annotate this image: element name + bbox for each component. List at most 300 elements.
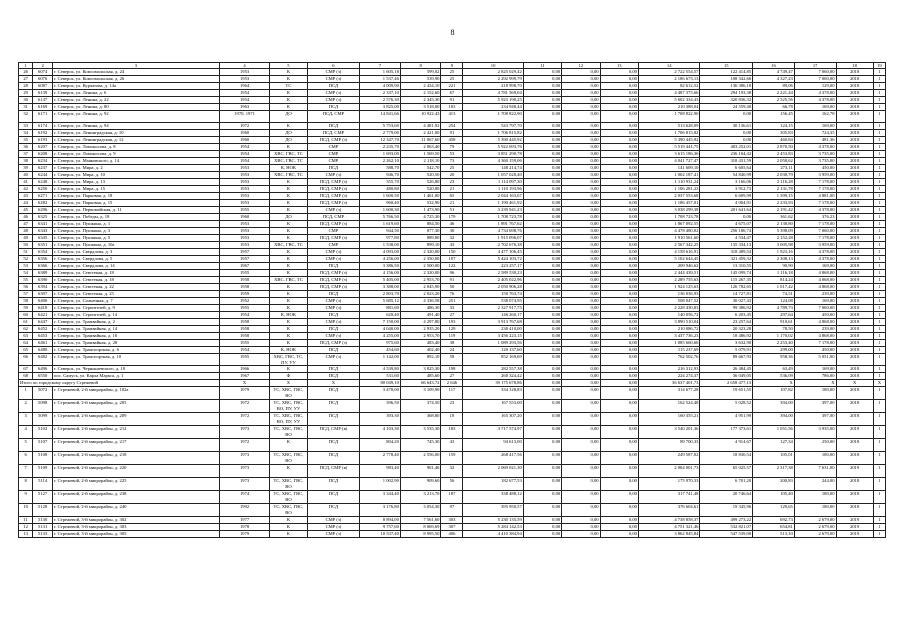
cell-n: 5 bbox=[19, 439, 33, 452]
cell-v10: 1 190 461,92 bbox=[463, 200, 523, 207]
table-row bbox=[19, 298, 886, 305]
cell-v7: 4 040,00 bbox=[360, 326, 401, 333]
cell-v7: 454,60 bbox=[360, 347, 401, 354]
cell-v8: 8 069,69 bbox=[400, 524, 441, 531]
cell-v7: 3 478,00 bbox=[360, 387, 401, 400]
cell-n: 32 bbox=[19, 111, 33, 123]
cell-v19: 1 bbox=[873, 179, 885, 186]
cell-v11: 0,00 bbox=[523, 347, 561, 354]
cell-v9: 33 bbox=[441, 305, 463, 312]
cell-v16: 1 017,42 bbox=[753, 284, 795, 291]
cell-v8: 2 345,30 bbox=[400, 97, 441, 104]
cell-cat: К bbox=[270, 531, 307, 538]
cell-v8: 520,80 bbox=[400, 186, 441, 193]
cell-v8: 2 935,20 bbox=[400, 326, 441, 333]
cell-v18: 2018 bbox=[836, 312, 873, 319]
cell-v14: 2 228 430,83 bbox=[638, 305, 699, 312]
cell-v11: 0,00 bbox=[523, 137, 561, 144]
cell-cat: К bbox=[270, 291, 307, 298]
cell-v11: 0,00 bbox=[523, 333, 561, 340]
cell-v14: 5 102 644,45 bbox=[638, 256, 699, 263]
cell-v11: 0,00 bbox=[523, 387, 561, 400]
cell-cat: К bbox=[270, 319, 307, 326]
cell-cat: ТС, ХВС, ГВС, ВО, ПУ, УУ bbox=[270, 413, 307, 426]
cell-v10: 5 922 693,76 bbox=[463, 144, 523, 151]
cell-addr: г. Северск, ул. Севстекая, д. 18 bbox=[53, 277, 220, 284]
cell-v10: 5 284 142,53 bbox=[463, 524, 523, 531]
cell-v19: 1 bbox=[873, 83, 885, 90]
cell-v14: 762 502,76 bbox=[638, 354, 699, 366]
cell-work: СМР (з) bbox=[307, 305, 360, 312]
cell-v14: 2 037 553,68 bbox=[638, 193, 699, 200]
cell-v13: 0,00 bbox=[600, 228, 638, 235]
cell-v15: 0,00 bbox=[700, 137, 753, 144]
cell-v12: 0,00 bbox=[562, 104, 600, 111]
cell-v8: 3 213,70 bbox=[400, 491, 441, 504]
cell-n: 36 bbox=[19, 144, 33, 151]
cell-v10: 538 074,95 bbox=[463, 298, 523, 305]
cell-v11: 0,00 bbox=[523, 193, 561, 200]
cell-v12: 0,00 bbox=[562, 186, 600, 193]
cell-v19: 1 bbox=[873, 172, 885, 179]
cell-v7: 3 825,00 bbox=[360, 104, 401, 111]
cell-v7: 10 537,40 bbox=[360, 531, 401, 538]
cell-v7: 2 803,70 bbox=[360, 291, 401, 298]
cell-v13: 0,00 bbox=[600, 426, 638, 439]
table-row bbox=[19, 312, 886, 319]
cell-v12: 0,00 bbox=[562, 465, 600, 478]
cell-v12: 0,00 bbox=[562, 478, 600, 491]
cell-id: 6087 bbox=[33, 83, 53, 90]
cell-v11: 0,00 bbox=[523, 524, 561, 531]
cell-v13: 0,00 bbox=[600, 193, 638, 200]
cell-work: ПСД, СМР (з) bbox=[307, 270, 360, 277]
cell-v7: 12 347,70 bbox=[360, 137, 401, 144]
cell-v14: 2 722 554,57 bbox=[638, 69, 699, 76]
cell-v18: 2018 bbox=[836, 90, 873, 97]
cell-v14: 5 602 334,43 bbox=[638, 97, 699, 104]
cell-v17: 180,00 bbox=[794, 504, 836, 517]
cell-v19: 1 bbox=[873, 347, 885, 354]
cell-work: ПСД bbox=[307, 326, 360, 333]
cell-v9: 458 bbox=[441, 137, 463, 144]
cell-n: 3 bbox=[19, 413, 33, 426]
cell-v12: 0,00 bbox=[562, 97, 600, 104]
cell-v16: 1 170,02 bbox=[753, 333, 795, 340]
cell-v14: 141 609,10 bbox=[638, 165, 699, 172]
cell-id: 6174 bbox=[33, 123, 53, 130]
cell-v12: 0,00 bbox=[562, 326, 600, 333]
cell-cat: К bbox=[270, 90, 307, 97]
cell-v18: 2019 bbox=[836, 221, 873, 228]
cell-cat: К bbox=[270, 200, 307, 207]
cell-v17: 180,00 bbox=[794, 387, 836, 400]
cell-v12: 0,00 bbox=[562, 179, 600, 186]
cell-v19: 1 bbox=[873, 193, 885, 200]
cell-v9: 307 bbox=[441, 524, 463, 531]
cell-v10: 282 557,38 bbox=[463, 366, 523, 373]
cell-v12: 0,00 bbox=[562, 151, 600, 158]
table-row bbox=[19, 214, 886, 221]
cell-v11: 0,00 bbox=[523, 319, 561, 326]
cell-v13: 0,00 bbox=[600, 144, 638, 151]
cell-v14: 3 437 736,23 bbox=[638, 333, 699, 340]
cell-id: 6343 bbox=[33, 228, 53, 235]
cell-v18: 2018 bbox=[836, 158, 873, 165]
cell-v19: 1 bbox=[873, 413, 885, 426]
cell-v14: 317 741,48 bbox=[638, 491, 699, 504]
cell-v10: 268 417,56 bbox=[463, 452, 523, 465]
cell-v10: 1 706 815,82 bbox=[463, 130, 523, 137]
total-v13: 0,00 bbox=[600, 380, 638, 387]
cell-yr: 1979 bbox=[219, 531, 269, 538]
cell-work: СМР (з) bbox=[307, 354, 360, 366]
cell-addr: г. Северск, ул. Ломоносова, д. 9 bbox=[53, 151, 220, 158]
column-number: 2 bbox=[33, 63, 53, 69]
cell-addr: г. Северск, ул. Трамвайная, д. 14 bbox=[53, 326, 220, 333]
cell-v10: 2 044 163,67 bbox=[463, 193, 523, 200]
cell-v18: 2018 bbox=[836, 256, 873, 263]
cell-work: ПСД, СМР (з) bbox=[307, 277, 360, 284]
cell-v17: 169,00 bbox=[794, 123, 836, 130]
cell-v19: 1 bbox=[873, 144, 885, 151]
cell-v10: 2 825 029,42 bbox=[463, 69, 523, 76]
cell-v19: 1 bbox=[873, 90, 885, 97]
cell-v18: 2018 bbox=[836, 354, 873, 366]
cell-v9: 30 bbox=[441, 228, 463, 235]
cell-n: 59 bbox=[19, 305, 33, 312]
cell-id: 5114 bbox=[33, 478, 53, 491]
table-row bbox=[19, 151, 886, 158]
table-row bbox=[19, 439, 886, 452]
cell-v11: 0,00 bbox=[523, 249, 561, 256]
cell-v13: 0,00 bbox=[600, 373, 638, 380]
table-row bbox=[19, 400, 886, 413]
cell-v19: 1 bbox=[873, 312, 885, 319]
cell-id: 6406 bbox=[33, 298, 53, 305]
cell-v17: 7 178,00 bbox=[794, 235, 836, 242]
cell-v15: 99 386,92 bbox=[700, 305, 753, 312]
cell-v15: 4 004,91 bbox=[700, 200, 753, 207]
cell-v9: 27 bbox=[441, 373, 463, 380]
cell-v9: 251 bbox=[441, 298, 463, 305]
cell-addr: г. Северск, ул. Ломоносова, д. 8 bbox=[53, 144, 220, 151]
column-number: 15 bbox=[700, 63, 753, 69]
cell-work: СМР (з) bbox=[307, 90, 360, 97]
cell-yr: 1953 bbox=[219, 165, 269, 172]
cell-work: СМР (з) bbox=[307, 333, 360, 340]
cell-v10: 5 923 190,25 bbox=[463, 97, 523, 104]
cell-addr: г. Северск, ул. Севстекая, д. 22 bbox=[53, 284, 220, 291]
cell-v8: 892,10 bbox=[400, 354, 441, 366]
cell-v7: 4 255,00 bbox=[360, 333, 401, 340]
cell-v19: 1 bbox=[873, 504, 885, 517]
table-row bbox=[19, 413, 886, 426]
cell-v7: 946,70 bbox=[360, 172, 401, 179]
cell-v15: 318 431,59 bbox=[700, 158, 753, 165]
cell-v7: 960,40 bbox=[360, 200, 401, 207]
cell-yr: 1972 bbox=[219, 413, 269, 426]
cell-v14: 209 946,62 bbox=[638, 263, 699, 270]
cell-v10: 234 948,44 bbox=[463, 104, 523, 111]
cell-addr: г. Северск, ул. Севстекая, д. 25 bbox=[53, 291, 220, 298]
cell-v14: 1 867 092,55 bbox=[638, 221, 699, 228]
cell-work: ПСД bbox=[307, 400, 360, 413]
cell-v12: 0,00 bbox=[562, 277, 600, 284]
cell-v16: 814,24 bbox=[753, 277, 795, 284]
cell-v8: 2 500,00 bbox=[400, 263, 441, 270]
cell-n: 10 bbox=[19, 504, 33, 517]
cell-v8: 3 109,90 bbox=[400, 387, 441, 400]
cell-yr: 1960 bbox=[219, 130, 269, 137]
cell-v8: 2 063,40 bbox=[400, 144, 441, 151]
cell-id: 6192 bbox=[33, 130, 53, 137]
cell-yr: 1953 bbox=[219, 179, 269, 186]
cell-v18: 2018 bbox=[836, 319, 873, 326]
cell-v16: 105,40 bbox=[753, 491, 795, 504]
cell-v12: 0,00 bbox=[562, 439, 600, 452]
cell-v14: 82 612,52 bbox=[638, 83, 699, 90]
cell-v13: 0,00 bbox=[600, 130, 638, 137]
cell-v13: 0,00 bbox=[600, 137, 638, 144]
cell-v10: 2 702 676,38 bbox=[463, 242, 523, 249]
cell-cat: К bbox=[270, 270, 307, 277]
cell-v13: 0,00 bbox=[600, 277, 638, 284]
cell-v9: 96 bbox=[441, 270, 463, 277]
cell-v8: 2 350,00 bbox=[400, 256, 441, 263]
cell-cat: К bbox=[270, 256, 307, 263]
cell-v17: 7 178,00 bbox=[794, 200, 836, 207]
cell-v15: 236 104,42 bbox=[700, 151, 753, 158]
cell-yr: 1972 bbox=[219, 400, 269, 413]
cell-v14: 3 862 845,84 bbox=[638, 531, 699, 538]
cell-cat: ДО bbox=[270, 214, 307, 221]
cell-addr: г. Стрежевой, 2-й микрорайон, д. 205 bbox=[53, 400, 220, 413]
total-label: Итого по городскому округу Стрежевой bbox=[19, 380, 220, 387]
cell-v11: 0,00 bbox=[523, 504, 561, 517]
cell-v18: 2018 bbox=[836, 83, 873, 90]
cell-v8: 4 336,58 bbox=[400, 298, 441, 305]
table-row bbox=[19, 270, 886, 277]
cell-v19: 1 bbox=[873, 478, 885, 491]
cell-v14: 1 708 723,78 bbox=[638, 214, 699, 221]
cell-id: 5133 bbox=[33, 531, 53, 538]
cell-id: 6366 bbox=[33, 263, 53, 270]
cell-v10: 1 057 028,40 bbox=[463, 172, 523, 179]
table-row bbox=[19, 172, 886, 179]
cell-work: СМР (з) bbox=[307, 319, 360, 326]
cell-id: 6271 bbox=[33, 193, 53, 200]
cell-v11: 0,00 bbox=[523, 270, 561, 277]
cell-v15: 108 342,66 bbox=[700, 76, 753, 83]
cell-v14: 513 628,09 bbox=[638, 123, 699, 130]
cell-v10: 230 410,00 bbox=[463, 326, 523, 333]
cell-v17: 397,00 bbox=[794, 400, 836, 413]
cell-v11: 0,00 bbox=[523, 151, 561, 158]
cell-v13: 0,00 bbox=[600, 104, 638, 111]
cell-v7: 5 405,00 bbox=[360, 277, 401, 284]
cell-id: 5108 bbox=[33, 452, 53, 465]
cell-n: 28 bbox=[19, 83, 33, 90]
cell-v8: 483,40 bbox=[400, 340, 441, 347]
cell-v15: 36 049,05 bbox=[700, 373, 753, 380]
cell-v15: 30 027,43 bbox=[700, 298, 753, 305]
cell-n: 34 bbox=[19, 130, 33, 137]
cell-yr: 1953 bbox=[219, 76, 269, 83]
cell-v8: 542,70 bbox=[400, 165, 441, 172]
cell-n: 33 bbox=[19, 123, 33, 130]
cell-v19: 1 bbox=[873, 354, 885, 366]
cell-v17: 4 881,00 bbox=[794, 193, 836, 200]
cell-v15: 19 651,55 bbox=[700, 387, 753, 400]
cell-addr: г. Северск, ул. Транспортная, д. 10 bbox=[53, 354, 220, 366]
cell-cat: ДО bbox=[270, 137, 307, 144]
cell-v17: 4 378,00 bbox=[794, 144, 836, 151]
cell-work: ПСД bbox=[307, 291, 360, 298]
cell-v18: 2018 bbox=[836, 69, 873, 76]
cell-id: 6208 bbox=[33, 151, 53, 158]
cell-v17: 244,00 bbox=[794, 478, 836, 491]
cell-work: СМР bbox=[307, 151, 360, 158]
cell-v17: 3 959,00 bbox=[794, 172, 836, 179]
table-row bbox=[19, 144, 886, 151]
cell-v9: 91 bbox=[441, 130, 463, 137]
cell-v13: 0,00 bbox=[600, 478, 638, 491]
cell-v11: 0,00 bbox=[523, 312, 561, 319]
cell-addr: г. Северск, ул. Пушкина, д. 5 bbox=[53, 235, 220, 242]
cell-v9: 413 bbox=[441, 111, 463, 123]
cell-work: ПСД bbox=[307, 491, 360, 504]
cell-v13: 0,00 bbox=[600, 517, 638, 524]
cell-v9: 32 bbox=[441, 235, 463, 242]
cell-v13: 0,00 bbox=[600, 452, 638, 465]
cell-v18: 2018 bbox=[836, 207, 873, 214]
cell-n: 42 bbox=[19, 186, 33, 193]
cell-id: 5102 bbox=[33, 426, 53, 439]
cell-v9: 24 bbox=[441, 347, 463, 354]
cell-v7: 9 757,60 bbox=[360, 524, 401, 531]
total-v15: 2 658 477,13 bbox=[700, 380, 753, 387]
cell-v14: 508 047,52 bbox=[638, 298, 699, 305]
cell-n: 58 bbox=[19, 298, 33, 305]
cell-cat: Ф bbox=[270, 373, 307, 380]
cell-v18: 2018 bbox=[836, 491, 873, 504]
cell-v15: 65 025,57 bbox=[700, 465, 753, 478]
column-number: 9 bbox=[441, 63, 463, 69]
cell-v8: 520,50 bbox=[400, 172, 441, 179]
cell-v14: 1 706 815,82 bbox=[638, 130, 699, 137]
cell-yr: 1964 bbox=[219, 83, 269, 90]
cell-addr: г. Стрежевой, 2-й микрорайон, д. 209 bbox=[53, 413, 220, 426]
cell-v9: 193 bbox=[441, 319, 463, 326]
cell-v11: 0,00 bbox=[523, 186, 561, 193]
cell-yr: 1955 bbox=[219, 207, 269, 214]
cell-v18: 2019 bbox=[836, 465, 873, 478]
cell-cat: К bbox=[270, 179, 307, 186]
cell-v9: 53 bbox=[441, 151, 463, 158]
cell-cat: К bbox=[270, 326, 307, 333]
cell-n: 29 bbox=[19, 90, 33, 97]
cell-addr: г. Северск, ул. Трамвайная, д. 16 bbox=[53, 333, 220, 340]
cell-n: 38 bbox=[19, 158, 33, 165]
cell-v12: 0,00 bbox=[562, 531, 600, 538]
cell-v12: 0,00 bbox=[562, 312, 600, 319]
cell-v9: 20 bbox=[441, 172, 463, 179]
cell-v17: 450,00 bbox=[794, 312, 836, 319]
cell-cat: К bbox=[270, 263, 307, 270]
table-row bbox=[19, 186, 886, 193]
cell-v11: 0,00 bbox=[523, 172, 561, 179]
cell-v12: 0,00 bbox=[562, 305, 600, 312]
cell-v7: 3 388,00 bbox=[360, 284, 401, 291]
cell-work: ПСД bbox=[307, 452, 360, 465]
cell-yr: 1955 bbox=[219, 354, 269, 366]
cell-v9: 254 bbox=[441, 123, 463, 130]
cell-v7: 1 619,60 bbox=[360, 221, 401, 228]
cell-v18: 2018 bbox=[836, 333, 873, 340]
cell-v17: 3 959,00 bbox=[794, 242, 836, 249]
cell-v17: 7 178,00 bbox=[794, 186, 836, 193]
cell-cat: ТС, ХВС, ГВС, ВО bbox=[270, 491, 307, 504]
table-row bbox=[19, 291, 886, 298]
cell-v9: 25 bbox=[441, 76, 463, 83]
cell-v16: 4 789,73 bbox=[753, 305, 795, 312]
cell-v8: 1 569,50 bbox=[400, 151, 441, 158]
cell-yr: 1953 bbox=[219, 186, 269, 193]
cell-yr: 1973 bbox=[219, 478, 269, 491]
cell-id: 5098 bbox=[33, 400, 53, 413]
cell-v15: 135 334,13 bbox=[700, 242, 753, 249]
cell-yr: 1955 bbox=[219, 340, 269, 347]
cell-v12: 0,00 bbox=[562, 517, 600, 524]
cell-v11: 0,00 bbox=[523, 200, 561, 207]
cell-v19: 1 bbox=[873, 277, 885, 284]
cell-v19: 1 bbox=[873, 270, 885, 277]
cell-v17: 7 060,00 bbox=[794, 76, 836, 83]
cell-addr: г. Северск, ул. Ленина, д. 92 bbox=[53, 111, 220, 123]
cell-v9: 38 bbox=[441, 340, 463, 347]
cell-v12: 0,00 bbox=[562, 158, 600, 165]
cell-id: 6453 bbox=[33, 333, 53, 340]
cell-v15: 14 727,81 bbox=[700, 291, 753, 298]
cell-yr: 1973 bbox=[219, 426, 269, 439]
cell-v9: 79 bbox=[441, 144, 463, 151]
cell-v13: 0,00 bbox=[600, 340, 638, 347]
total-v18: Х bbox=[836, 380, 873, 387]
table-row bbox=[19, 504, 886, 517]
total-v12: 0,00 bbox=[562, 380, 600, 387]
cell-v10: 1 891 767,62 bbox=[463, 221, 523, 228]
cell-v16: 105,01 bbox=[753, 452, 795, 465]
cell-cat: ХВС, ГВС, ТС bbox=[270, 172, 307, 179]
cell-v9: 58 bbox=[441, 354, 463, 366]
cell-v7: 3 386,50 bbox=[360, 263, 401, 270]
cell-v13: 0,00 bbox=[600, 83, 638, 90]
cell-v15: 6 701,20 bbox=[700, 478, 753, 491]
cell-v11: 0,00 bbox=[523, 284, 561, 291]
cell-v19: 1 bbox=[873, 151, 885, 158]
cell-yr: 1960 bbox=[219, 137, 269, 144]
cell-v12: 0,00 bbox=[562, 69, 600, 76]
cell-n: 57 bbox=[19, 291, 33, 298]
cell-yr: 1953 bbox=[219, 200, 269, 207]
cell-v19: 1 bbox=[873, 284, 885, 291]
cell-v11: 0,00 bbox=[523, 207, 561, 214]
cell-yr: 1977 bbox=[219, 517, 269, 524]
total-row bbox=[19, 380, 886, 387]
cell-addr: г. Северск, ул. Мира, д. 15 bbox=[53, 186, 220, 193]
cell-v7: 977,80 bbox=[360, 235, 401, 242]
